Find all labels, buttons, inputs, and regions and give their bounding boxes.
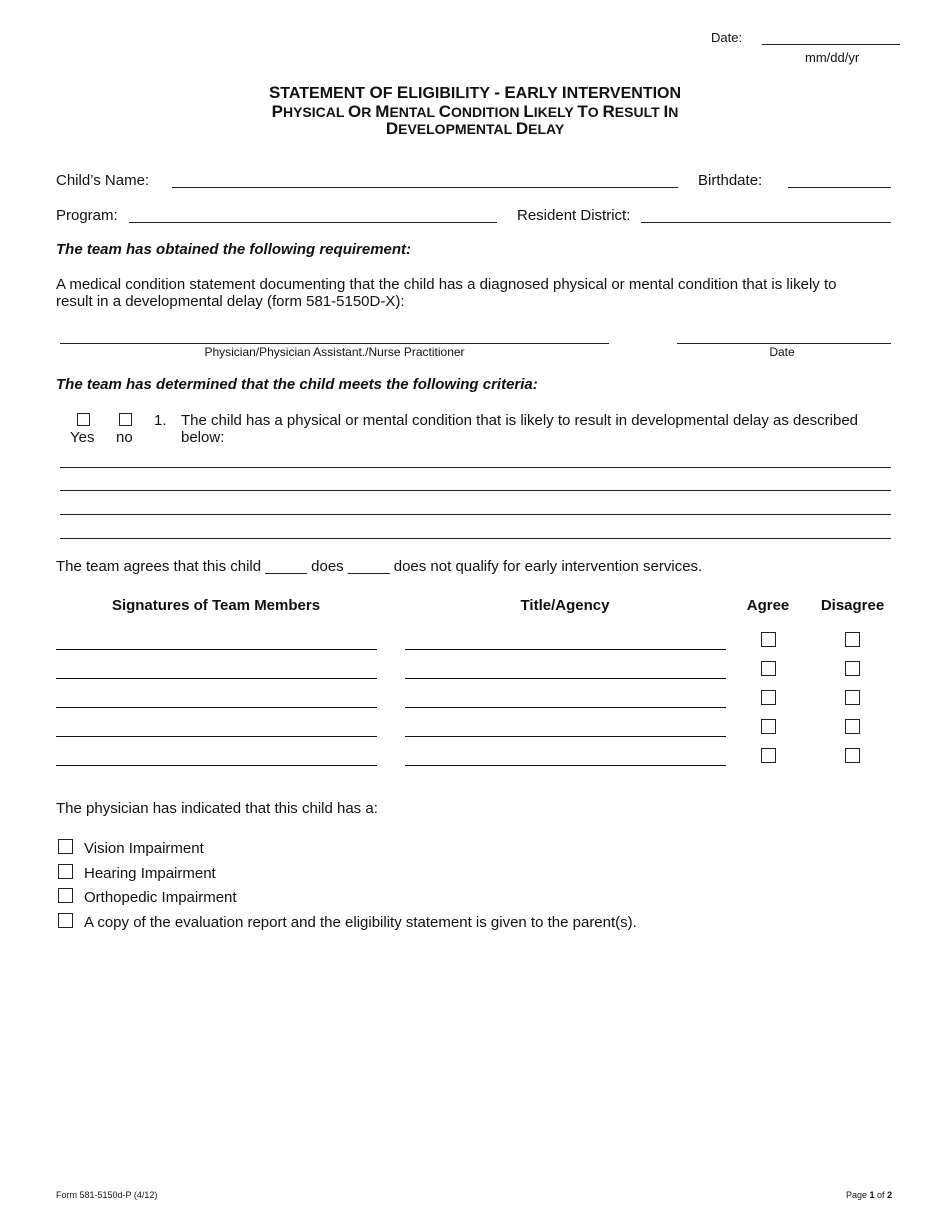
criteria-item-number: 1. — [154, 412, 167, 429]
title-agency-column-header: Title/Agency — [520, 597, 610, 614]
title-agency-line[interactable] — [405, 707, 726, 708]
form-subtitle-line2: DEVELOPMENTAL DELAY — [385, 119, 565, 138]
page-indicator — [846, 1190, 892, 1200]
agree-checkbox[interactable] — [761, 690, 776, 705]
form-title: STATEMENT OF ELIGIBILITY - EARLY INTERVENTION — [268, 83, 682, 102]
child-name-field[interactable] — [172, 187, 678, 188]
signature-line[interactable] — [56, 649, 377, 650]
program-label: Program: — [56, 207, 118, 224]
signature-line[interactable] — [56, 678, 377, 679]
disagree-checkbox[interactable] — [845, 661, 860, 676]
physician-option-label: Orthopedic Impairment — [84, 889, 237, 906]
description-line[interactable] — [60, 467, 891, 468]
physician-option-label: Vision Impairment — [84, 840, 204, 857]
physician-option-checkbox[interactable] — [58, 888, 73, 903]
title-agency-line[interactable] — [405, 678, 726, 679]
physician-date-line[interactable] — [677, 343, 891, 344]
signature-line[interactable] — [56, 736, 377, 737]
disagree-checkbox[interactable] — [845, 719, 860, 734]
disagree-checkbox[interactable] — [845, 632, 860, 647]
description-line[interactable] — [60, 490, 891, 491]
requirement-text-line1: A medical condition statement documenting that the child has a diagnosed physical or mental condition that is likely to — [56, 276, 837, 293]
physician-option-checkbox[interactable] — [58, 864, 73, 879]
disagree-checkbox[interactable] — [845, 748, 860, 763]
agree-checkbox[interactable] — [761, 748, 776, 763]
physician-option-label: A copy of the evaluation report and the eligibility statement is given to the parent(s). — [84, 913, 637, 931]
qualify-statement: The team agrees that this child _____ does _____ does not qualify for early intervention services. — [56, 558, 703, 575]
form-number: Form 581-5150d-P (4/12) — [56, 1190, 158, 1200]
date-format-hint: mm/dd/yr — [805, 50, 860, 65]
resident-district-label: Resident District: — [517, 207, 631, 224]
physician-signature-line[interactable] — [60, 343, 609, 344]
birthdate-label: Birthdate: — [698, 172, 763, 189]
agree-checkbox[interactable] — [761, 661, 776, 676]
date-label: Date: — [711, 30, 743, 45]
resident-district-field[interactable] — [641, 222, 891, 223]
agree-column-header: Agree — [746, 597, 790, 614]
physician-option-checkbox[interactable] — [58, 839, 73, 854]
physician-option-label: Hearing Impairment — [84, 864, 216, 882]
criteria-heading: The team has determined that the child meets the following criteria: — [56, 376, 538, 393]
program-field[interactable] — [129, 222, 497, 223]
criteria-no-label: no — [116, 429, 133, 446]
physician-label: Physician/Physician Assistant./Nurse Practitioner — [204, 345, 465, 359]
agree-checkbox[interactable] — [761, 632, 776, 647]
criteria-item-text-line1: The child has a physical or mental condition that is likely to result in developmental delay as described — [181, 412, 859, 429]
page-current: 1 — [869, 1190, 875, 1200]
criteria-yes-label: Yes — [70, 429, 95, 446]
physician-intro: The physician has indicated that this child has a: — [56, 800, 378, 817]
title-agency-line[interactable] — [405, 736, 726, 737]
criteria-item-text-line2: below: — [181, 429, 225, 446]
signature-line[interactable] — [56, 765, 377, 766]
criteria-no-checkbox[interactable] — [119, 413, 132, 426]
page-total: 2 — [887, 1190, 893, 1200]
birthdate-field[interactable] — [788, 187, 891, 188]
physician-option-checkbox[interactable] — [58, 913, 73, 928]
description-line[interactable] — [60, 514, 891, 515]
agree-checkbox[interactable] — [761, 719, 776, 734]
signature-line[interactable] — [56, 707, 377, 708]
signatures-column-header: Signatures of Team Members — [111, 597, 321, 614]
page-prefix: Page — [846, 1190, 870, 1200]
physician-date-label: Date — [769, 345, 795, 359]
page-of: of — [874, 1190, 888, 1200]
date-input-line[interactable] — [762, 44, 900, 45]
description-line[interactable] — [60, 538, 891, 539]
requirement-heading: The team has obtained the following requirement: — [56, 241, 412, 258]
disagree-column-header: Disagree — [820, 597, 885, 614]
disagree-checkbox[interactable] — [845, 690, 860, 705]
child-name-label: Child’s Name: — [56, 172, 150, 189]
form-subtitle-line1: PHYSICAL OR MENTAL CONDITION LIKELY TO RESULT IN — [271, 102, 679, 121]
requirement-text-line2: result in a developmental delay (form 581-5150D-X): — [56, 293, 405, 310]
title-agency-line[interactable] — [405, 765, 726, 766]
criteria-yes-checkbox[interactable] — [77, 413, 90, 426]
title-agency-line[interactable] — [405, 649, 726, 650]
